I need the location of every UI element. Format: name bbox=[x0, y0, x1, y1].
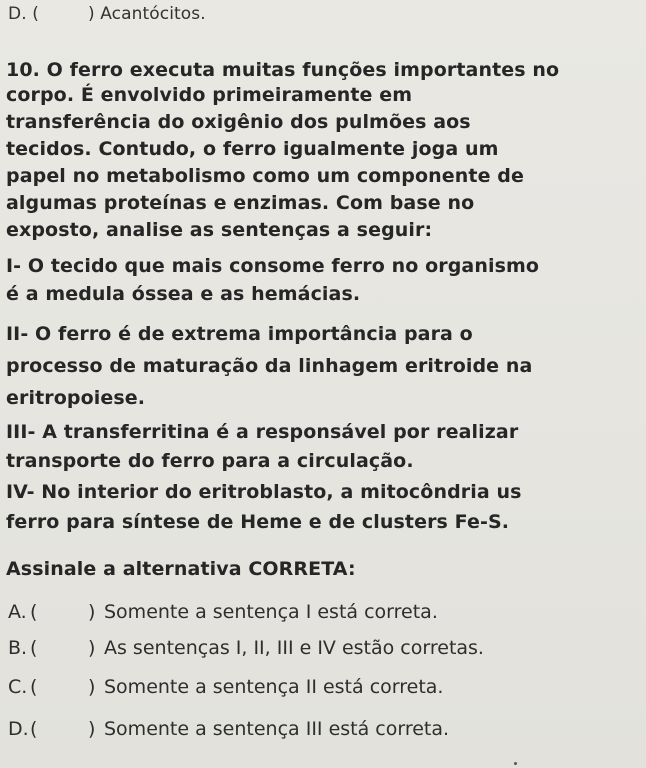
option-close-paren: ) bbox=[88, 637, 96, 659]
option-text: Somente a sentença I está correta. bbox=[104, 601, 438, 623]
option-checkbox[interactable]: ( bbox=[30, 637, 38, 659]
question-line: transferência do oxigênio dos pulmões aos bbox=[6, 111, 471, 133]
statement-line: é a medula óssea e as hemácias. bbox=[6, 283, 361, 305]
option-open-paren: ( bbox=[32, 4, 39, 24]
option-close-paren: ) bbox=[88, 676, 96, 698]
option-text: Somente a sentença III está correta. bbox=[104, 718, 450, 740]
option-checkbox[interactable]: ( bbox=[30, 601, 38, 623]
option-letter: B. bbox=[8, 637, 28, 659]
option-checkbox[interactable]: ( bbox=[30, 676, 38, 698]
option-close-paren: ) bbox=[88, 718, 96, 740]
option-close-paren: ) bbox=[87, 4, 95, 24]
option-letter: A. bbox=[8, 601, 27, 623]
statement-line: IV- No interior do eritroblasto, a mitocôndria us bbox=[6, 481, 522, 503]
option-text: Somente a sentença II está correta. bbox=[104, 676, 444, 698]
option-letter: D. bbox=[8, 718, 29, 740]
question-line: exposto, analise as sentenças a seguir: bbox=[6, 219, 433, 241]
option-checkbox[interactable]: ( bbox=[30, 718, 38, 740]
stray-mark bbox=[514, 762, 517, 765]
option-d[interactable] bbox=[8, 718, 449, 740]
option-text: As sentenças I, II, III e IV estão corretas. bbox=[104, 637, 484, 659]
statement-line: II- O ferro é de extrema importância para o bbox=[6, 323, 473, 345]
option-close-paren: ) bbox=[88, 601, 96, 623]
question-line: papel no metabolismo como um componente de bbox=[6, 165, 524, 187]
option-b[interactable] bbox=[8, 637, 484, 659]
question-line: corpo. É envolvido primeiramente em bbox=[6, 84, 413, 106]
question-line: algumas proteínas e enzimas. Com base no bbox=[6, 192, 475, 214]
question-line: 10. O ferro executa muitas funções importantes no bbox=[6, 59, 560, 81]
option-a[interactable] bbox=[8, 601, 438, 623]
question-line: tecidos. Contudo, o ferro igualmente joga um bbox=[6, 138, 499, 160]
option-letter: C. bbox=[8, 676, 28, 698]
statement-line: transporte do ferro para a circulação. bbox=[6, 450, 414, 472]
statement-line: eritropoiese. bbox=[6, 387, 146, 409]
statement-line: processo de maturação da linhagem eritroide na bbox=[6, 355, 533, 377]
statement-line: III- A transferritina é a responsável por realizar bbox=[6, 421, 519, 443]
statement-line: ferro para síntese de Heme e de clusters Fe-S. bbox=[6, 511, 510, 533]
previous-option-d bbox=[8, 4, 206, 24]
option-c[interactable] bbox=[8, 676, 443, 698]
instruction-text: Assinale a alternativa CORRETA: bbox=[6, 558, 356, 580]
option-letter: D. bbox=[8, 4, 27, 24]
option-text: Acantócitos. bbox=[100, 4, 206, 24]
statement-line: I- O tecido que mais consome ferro no organismo bbox=[6, 255, 540, 277]
